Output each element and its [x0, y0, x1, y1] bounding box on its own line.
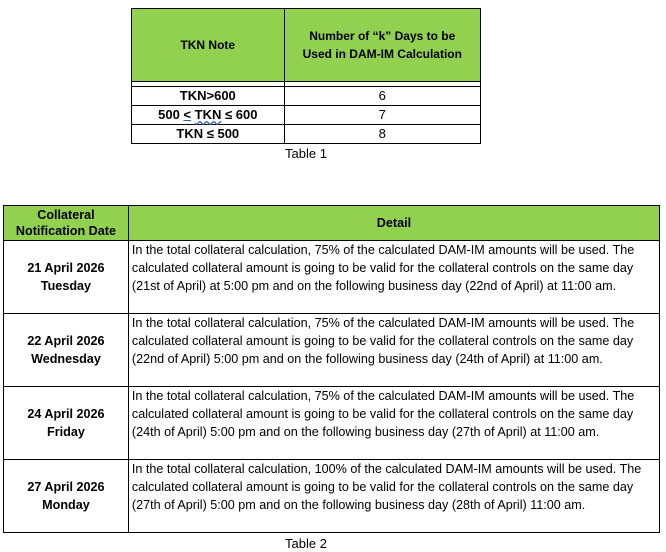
k-days-cell: 8 [284, 125, 480, 144]
day-text: Tuesday [40, 279, 92, 293]
table-row [4, 387, 660, 460]
day-text: Monday [42, 498, 90, 512]
notification-date-cell [4, 314, 129, 387]
collateral-table-header-row [4, 206, 660, 241]
table-row [4, 314, 660, 387]
k-days-cell: 7 [284, 106, 480, 125]
tkn-note-lt: < [183, 107, 192, 122]
tkn-note-pre: 500 [158, 107, 184, 122]
date-text: 22 April 2026 [27, 334, 105, 348]
tkn-table [131, 8, 481, 144]
k-days-header-line2: Used in DAM-IM Calculation [302, 47, 462, 61]
detail-header: Detail [128, 206, 659, 241]
table-row [4, 460, 660, 533]
table-row [132, 125, 481, 144]
date-text: 21 April 2026 [27, 261, 105, 275]
collateral-table [3, 205, 660, 533]
detail-cell: In the total collateral calculation, 100% of the calculated DAM-IM amounts will be used. The calculated collateral amount is going to be valid for the collateral controls on the same day (27th of April) 5:00 pm and on the following business day (28th of April) 11:00 am. [128, 460, 659, 533]
tkn-note-header: TKN Note [132, 9, 285, 82]
day-text: Friday [47, 425, 85, 439]
day-text: Wednesday [31, 352, 101, 366]
notification-date-cell [4, 460, 129, 533]
table2-caption: Table 2 [285, 536, 327, 551]
k-days-header-line1: Number of “k” Days to be [309, 29, 456, 43]
tkn-table-header-row [132, 9, 481, 82]
detail-cell: In the total collateral calculation, 75% of the calculated DAM-IM amounts will be used. The calculated collateral amount is going to be valid for the collateral controls on the same day (22nd of April) 5:00 pm and on the following business day (24th of April) at 11:00 am. [128, 314, 659, 387]
table-row [132, 106, 481, 125]
tkn-note-post: ≤ 600 [221, 107, 258, 122]
tkn-note-cell [132, 106, 285, 125]
detail-cell: In the total collateral calculation, 75% of the calculated DAM-IM amounts will be used. The calculated collateral amount is going to be valid for the collateral controls on the same day (24th of April) 5:00 pm and on the following business day (27th of April) at 11:00 am. [128, 387, 659, 460]
date-text: 24 April 2026 [27, 407, 105, 421]
notification-date-header-line1: Collateral [37, 208, 95, 222]
table-row [4, 241, 660, 314]
k-days-header [284, 9, 480, 82]
k-days-cell: 6 [284, 87, 480, 106]
tkn-note-tkn: TKN [194, 107, 222, 122]
tkn-note-cell: TKN ≤ 500 [132, 125, 285, 144]
detail-cell: In the total collateral calculation, 75% of the calculated DAM-IM amounts will be used. The calculated collateral amount is going to be valid for the collateral controls on the same day (21st of April) at 5:00 pm and on the following business day (22nd of April) at 11:00 am. [128, 241, 659, 314]
table1-caption: Table 1 [285, 146, 327, 161]
notification-date-cell [4, 241, 129, 314]
tkn-note-cell: TKN>600 [132, 87, 285, 106]
date-text: 27 April 2026 [27, 480, 105, 494]
notification-date-cell [4, 387, 129, 460]
table-row [132, 87, 481, 106]
notification-date-header-line2: Notification Date [15, 224, 116, 238]
notification-date-header [4, 206, 129, 241]
